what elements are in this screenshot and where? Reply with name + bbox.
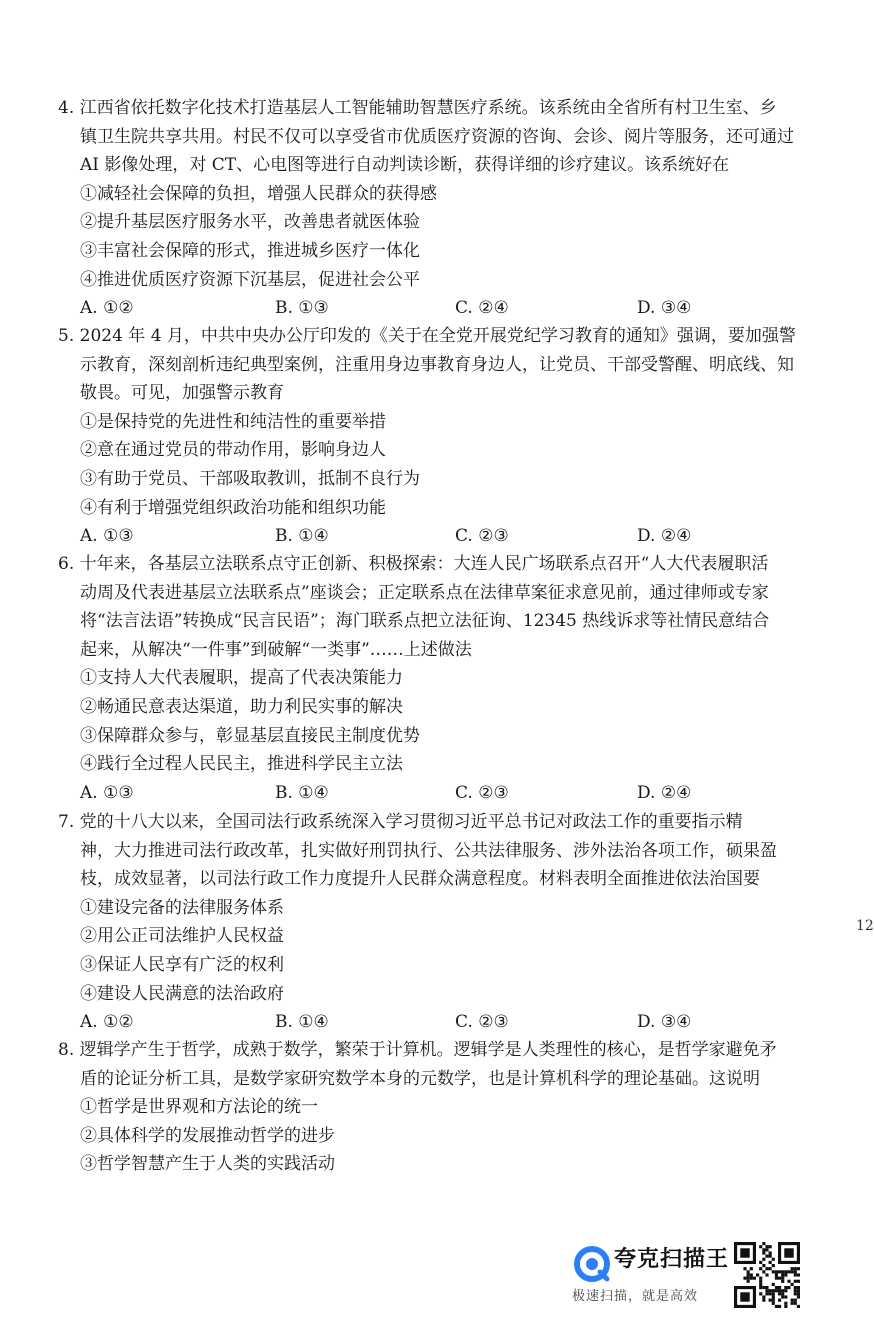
statement-item: ②意在通过党员的带动作用，影响身边人 (80, 440, 386, 461)
question-stem-line: 盾的论证分析工具，是数学家研究数学本身的元数学，也是计算机科学的理论基础。这说明 (80, 1068, 760, 1089)
question-stem-line: 5. 2024 年 4 月，中共中央办公厅印发的《关于在全党开展党纪学习教育的通知》强调，要加强警 (58, 326, 796, 346)
answer-option[interactable]: D. ③④ (637, 298, 692, 319)
statement-item: ③保障群众参与，彰显基层直接民主制度优势 (80, 725, 420, 746)
answer-option[interactable]: B. ①④ (275, 1012, 329, 1033)
statement-item: ①哲学是世界观和方法论的统一 (80, 1097, 318, 1118)
question-stem-line: 4. 江西省依托数字化技术打造基层人工智能辅助智慧医疗系统。该系统由全省所有村卫生室、乡 (58, 98, 777, 118)
question-stem-line: 镇卫生院共享共用。村民不仅可以享受省市优质医疗资源的咨询、会诊、阅片等服务，还可通过 (80, 126, 794, 147)
statement-item: ③丰富社会保障的形式，推进城乡医疗一体化 (80, 240, 420, 261)
question-stem-line: 起来，从解决“一件事”到破解“一类事”……上述做法 (80, 639, 472, 660)
question-stem-line: 动周及代表进基层立法联系点”座谈会；正定联系点在法律草案征求意见前，通过律师或专家 (80, 582, 769, 603)
answer-option[interactable]: A. ①② (80, 298, 134, 319)
statement-item: ③有助于党员、干部吸取教训，抵制不良行为 (80, 468, 420, 489)
question-stem-line: 6. 十年来，各基层立法联系点守正创新、积极探索：大连人民广场联系点召开“人大代表履职活 (58, 554, 769, 574)
question-stem-line: 枝，成效显著，以司法行政工作力度提升人民群众满意程度。材料表明全面推进依法治国要 (80, 869, 760, 890)
answer-option[interactable]: A. ①③ (80, 526, 134, 547)
question-stem-line: 神，大力推进司法行政改革，扎实做好刑罚执行、公共法律服务、涉外法治各项工作，硕果盈 (80, 840, 777, 861)
answer-option[interactable]: B. ①③ (275, 298, 329, 319)
answer-option[interactable]: C. ②③ (455, 782, 509, 803)
answer-option[interactable]: B. ①④ (275, 782, 329, 803)
question-stem-line: 示教育，深刻剖析违纪典型案例，注重用身边事教育身边人，让党员、干部受警醒、明底线、知 (80, 354, 794, 375)
answer-option[interactable]: D. ②④ (637, 526, 692, 547)
question-6 (58, 550, 798, 807)
answer-option[interactable]: B. ①④ (275, 526, 329, 547)
statement-item: ①建设完备的法律服务体系 (80, 897, 284, 918)
watermark-title: 夸克扫描王 (614, 1247, 730, 1272)
question-5 (58, 322, 798, 551)
answer-options (58, 1008, 798, 1037)
statement-item: ④践行全过程人民民主，推进科学民主立法 (80, 754, 403, 775)
question-stem-line: AI 影像处理，对 CT、心电图等进行自动判读诊断，获得详细的诊疗建议。该系统好在 (80, 155, 730, 176)
statement-item: ③保证人民享有广泛的权利 (80, 954, 284, 975)
statement-item: ④推进优质医疗资源下沉基层，促进社会公平 (80, 269, 420, 290)
answer-option[interactable]: A. ①③ (80, 782, 134, 803)
qr-code-icon (734, 1242, 800, 1308)
answer-option[interactable]: C. ②④ (455, 298, 509, 319)
statement-item: ④建设人民满意的法治政府 (80, 983, 284, 1004)
statement-item: ①是保持党的先进性和纯洁性的重要举措 (80, 411, 386, 432)
statement-item: ②提升基层医疗服务水平，改善患者就医体验 (80, 212, 420, 233)
answer-option[interactable]: D. ③④ (637, 1012, 692, 1033)
statement-item: ④有利于增强党组织政治功能和组织功能 (80, 497, 386, 518)
page-edge-mark: 12 (856, 918, 874, 934)
question-stem-line: 敬畏。可见，加强警示教育 (80, 383, 284, 404)
question-stem-line: 将“法言法语”转换成“民言民语”；海门联系点把立法征询、12345 热线诉求等社情民意结合 (80, 611, 770, 632)
statement-item: ①减轻社会保障的负担，增强人民群众的获得感 (80, 183, 437, 204)
question-7 (58, 808, 798, 1037)
quark-logo-icon (574, 1246, 610, 1282)
answer-option[interactable]: C. ②③ (455, 1012, 509, 1033)
statement-item: ②畅通民意表达渠道，助力利民实事的解决 (80, 696, 403, 717)
statement-item: ②具体科学的发展推动哲学的进步 (80, 1125, 335, 1146)
statement-item: ②用公正司法维护人民权益 (80, 926, 284, 947)
answer-options (58, 779, 798, 808)
answer-option[interactable]: A. ①② (80, 1012, 134, 1033)
question-stem-line: 8. 逻辑学产生于哲学，成熟于数学，繁荣于计算机。逻辑学是人类理性的核心，是哲学家避免矛 (58, 1040, 777, 1060)
answer-options (58, 522, 798, 551)
question-stem-line: 7. 党的十八大以来，全国司法行政系统深入学习贯彻习近平总书记对政法工作的重要指示精 (58, 812, 743, 832)
question-8 (58, 1036, 798, 1179)
statement-item: ③哲学智慧产生于人类的实践活动 (80, 1154, 335, 1175)
question-4 (58, 94, 798, 323)
watermark-subtitle: 极速扫描，就是高效 (572, 1289, 699, 1304)
answer-option[interactable]: D. ②④ (637, 782, 692, 803)
scanner-watermark (566, 1236, 806, 1312)
answer-options (58, 294, 798, 323)
answer-option[interactable]: C. ②③ (455, 526, 509, 547)
statement-item: ①支持人大代表履职，提高了代表决策能力 (80, 668, 403, 689)
